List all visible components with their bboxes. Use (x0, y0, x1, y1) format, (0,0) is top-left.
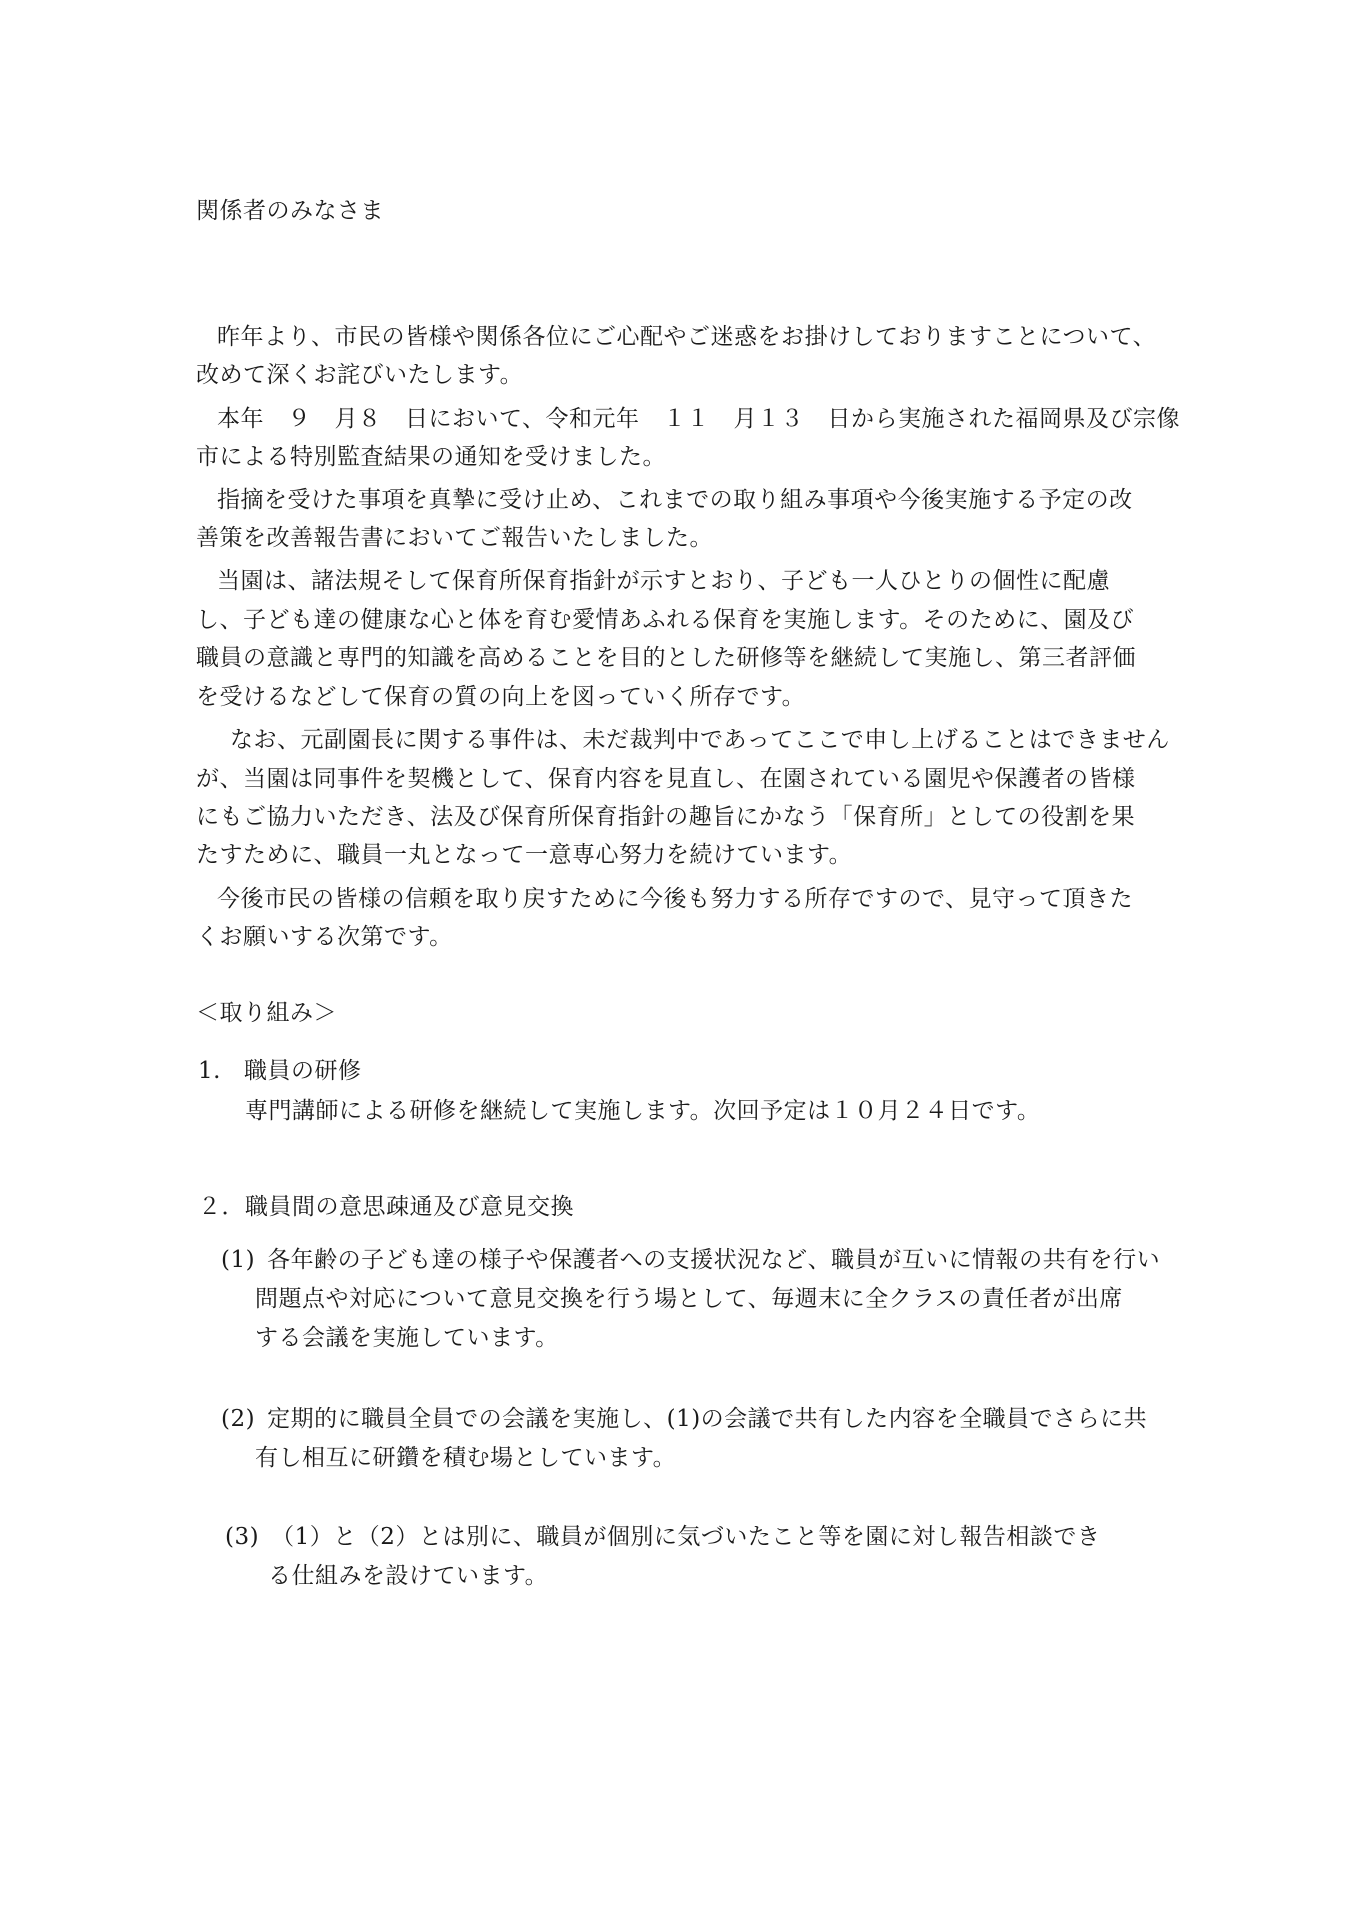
section-title: ＜取り組み＞ (196, 1000, 337, 1026)
subitem-1-text-1: 各年齢の子ども達の様子や保護者への支援状況など、職員が互いに情報の共有を行い (267, 1247, 1161, 1273)
paragraph-5-line-4: たすために、職員一丸となって一意専心努力を続けています。 (196, 842, 853, 868)
paragraph-6-line-1: 今後市民の皆様の信頼を取り戻すために今後も努力する所存ですので、見守って頂きた (217, 886, 1134, 912)
subitem-2-line-1 (221, 1404, 1147, 1434)
salutation: 関係者のみなさま (196, 198, 384, 224)
subitem-3-line-2: る仕組みを設けています。 (268, 1563, 549, 1589)
subitem-1-line-1 (221, 1245, 1160, 1275)
item-2-number: ２． (198, 1194, 245, 1220)
paragraph-4-line-4: を受けるなどして保育の質の向上を図っていく所存です。 (196, 684, 806, 710)
paragraph-3-line-2: 善策を改善報告書においてご報告いたしました。 (196, 525, 713, 551)
item-1-number: 1. (198, 1058, 221, 1084)
item-2-title: 職員間の意思疎通及び意見交換 (245, 1194, 574, 1220)
paragraph-5-line-2: が、当園は同事件を契機として、保育内容を見直し、在園されている園児や保護者の皆様 (196, 766, 1136, 792)
subitem-2-text-1: 定期的に職員全員での会議を実施し、(1)の会議で共有した内容を全職員でさらに共 (267, 1406, 1148, 1432)
paragraph-1-line-1: 昨年より、市民の皆様や関係各位にご心配やご迷惑をお掛けしておりますことについて、 (217, 324, 1157, 350)
item-1-heading (198, 1056, 362, 1086)
paragraph-5-line-3: にもご協力いただき、法及び保育所保育指針の趣旨にかなう「保育所」としての役割を果 (196, 804, 1136, 830)
subitem-1-number: (1) (221, 1247, 256, 1273)
subitem-2-number: (2) (221, 1406, 256, 1432)
paragraph-2-line-2: 市による特別監査結果の通知を受けました。 (196, 444, 666, 470)
subitem-1-line-2: 問題点や対応について意見交換を行う場として、毎週末に全クラスの責任者が出席 (255, 1286, 1123, 1312)
paragraph-4-line-2: し、子ども達の健康な心と体を育む愛情あふれる保育を実施します。そのために、園及び (196, 607, 1135, 633)
paragraph-1-line-2: 改めて深くお詫びいたします。 (196, 362, 524, 388)
item-1-body: 専門講師による研修を継続して実施します。次回予定は１０月２４日です。 (245, 1098, 1041, 1124)
subitem-3-number: (3) (225, 1524, 260, 1550)
paragraph-2-line-1: 本年 ９ 月８ 日において、令和元年 １１ 月１３ 日から実施された福岡県及び宗像 (217, 406, 1181, 432)
paragraph-3-line-1: 指摘を受けた事項を真摯に受け止め、これまでの取り組み事項や今後実施する予定の改 (217, 487, 1133, 513)
paragraph-5-line-1: なお、元副園長に関する事件は、未だ裁判中であってここで申し上げることはできません (230, 727, 1170, 753)
subitem-3-line-1 (225, 1522, 1100, 1552)
subitem-1-line-3: する会議を実施しています。 (255, 1325, 559, 1351)
item-1-title: 職員の研修 (244, 1058, 362, 1084)
paragraph-4-line-1: 当園は、諸法規そして保育所保育指針が示すとおり、子ども一人ひとりの個性に配慮 (217, 568, 1110, 594)
item-2-heading (198, 1192, 574, 1222)
subitem-2-line-2: 有し相互に研鑽を積む場としています。 (255, 1445, 677, 1471)
subitem-3-text-1: （1）と（2）とは別に、職員が個別に気づいたこと等を園に対し報告相談でき (271, 1524, 1101, 1550)
paragraph-6-line-2: くお願いする次第です。 (196, 924, 453, 950)
paragraph-4-line-3: 職員の意識と専門的知識を高めることを目的とした研修等を継続して実施し、第三者評価 (196, 645, 1136, 671)
